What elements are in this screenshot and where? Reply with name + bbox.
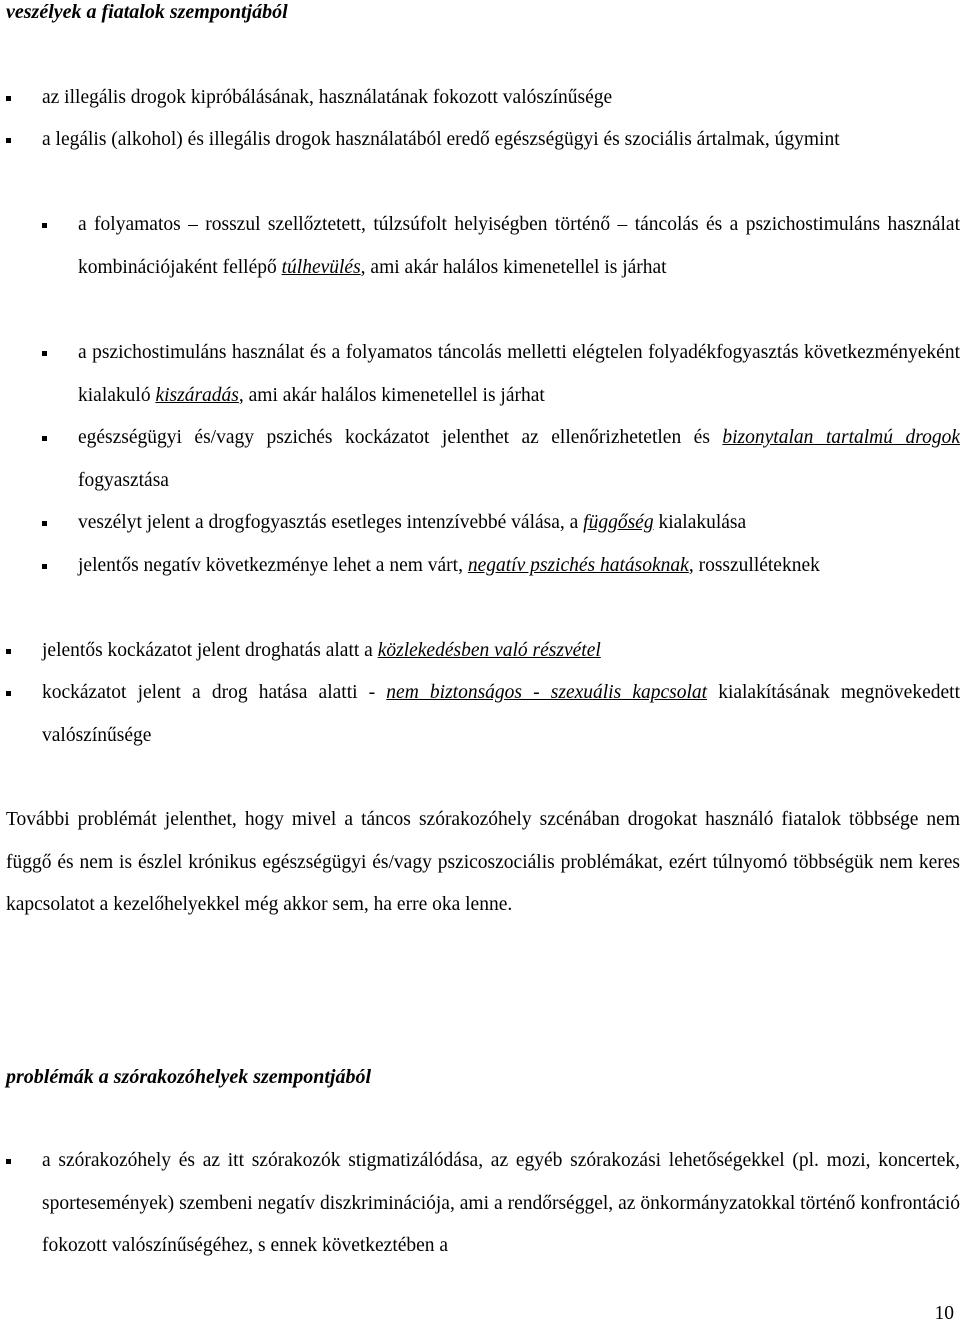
list-item — [42, 119, 960, 162]
body-paragraph: További problémát jelenthet, hogy mivel a táncos szórakozóhely szcénában drogokat használó fiatalok többsége nem függő és nem is észlel krónikus egészségügyi és/vagy pszicoszociális problémákat, ezért túlnyomó többségük nem keres kapcsolatot a kezelőhelyekkel még akkor sem, ha erre oka lenne. — [6, 809, 960, 915]
sub-list-item — [78, 545, 960, 588]
list-item-text: veszélyt jelent a drogfogyasztás esetleges intenzívebbé válása, a — [78, 512, 584, 533]
list-item-text: a folyamatos – rosszul szellőztetett, túlzsúfolt helyiségben történő – táncolás és a pszichostimuláns használat kombinációjaként fellépő — [78, 214, 960, 278]
link-nem-biztonsagos-szexualis-kapcsolat[interactable]: nem biztonságos - szexuális kapcsolat — [386, 682, 708, 703]
link-fuggoseg[interactable]: függőség — [583, 512, 654, 533]
list-item-text: kialakulása — [653, 512, 747, 533]
link-kiszaradas[interactable]: kiszáradás — [155, 384, 239, 406]
list-item-text: kockázatot jelent a drog hatása alatti - — [42, 682, 387, 703]
sub-list-item — [78, 502, 960, 545]
list-item-text: , ami akár halálos kimenetellel is járhat — [238, 384, 545, 406]
list-item-text: jelentős kockázatot jelent droghatás alatt a — [42, 640, 378, 661]
list-item-text: a szórakozóhely és az itt szórakozók stigmatizálódása, az egyéb szórakozási lehetőségekkel (pl. mozi, koncertek, sportesemények) szembeni negatív diszkriminációja, ami a rendőrséggel, az önkormányzatokkal történő konfrontáció fokozott valószínűségéhez, s ennek következtében a — [42, 1150, 960, 1256]
list-item-text: az illegális drogok kipróbálásának, használatának fokozott valószínűsége — [42, 87, 613, 108]
page-number: 10 — [934, 1303, 954, 1324]
link-tulhevules[interactable]: túlhevülés — [281, 256, 361, 278]
list-item — [42, 672, 960, 757]
section-heading-venues: problémák a szórakozóhelyek szempontjából — [6, 1066, 372, 1088]
sub-list-item — [78, 417, 960, 502]
list-item-text: fogyasztása — [78, 469, 169, 491]
sub-list-item — [78, 204, 960, 289]
list-item-text: , rosszulléteknek — [688, 555, 820, 576]
list-item — [42, 630, 960, 673]
link-negativ-psziches-hatasoknak[interactable]: negatív pszichés hatásoknak — [467, 555, 689, 576]
list-item-text: a pszichostimuláns használat és a folyamatos táncolás melletti elégtelen folyadékfogyasztás következményeként kialakuló — [78, 342, 960, 406]
list-item-text: jelentős negatív következménye lehet a nem várt, — [78, 555, 468, 576]
list-item-text: , ami akár halálos kimenetellel is járhat — [360, 256, 667, 278]
list-item — [42, 77, 960, 120]
link-kozlekedesben-valo-reszvetel[interactable]: közlekedésben való részvétel — [377, 640, 601, 661]
sub-list-item — [78, 332, 960, 417]
section-heading-dangers: veszélyek a fiatalok szempontjából — [6, 1, 288, 23]
list-item — [42, 1140, 960, 1268]
list-item-text: a legális (alkohol) és illegális drogok használatából eredő egészségügyi és szociális ártalmak, úgymint — [42, 129, 840, 150]
list-item-text: kialakításának megnövekedett valószínűsége — [42, 682, 960, 746]
link-bizonytalan-tartalmu-drogok[interactable]: bizonytalan tartalmú drogok — [722, 427, 960, 448]
list-item-text: egészségügyi és/vagy pszichés kockázatot jelenthet az ellenőrizhetetlen és — [78, 427, 723, 448]
